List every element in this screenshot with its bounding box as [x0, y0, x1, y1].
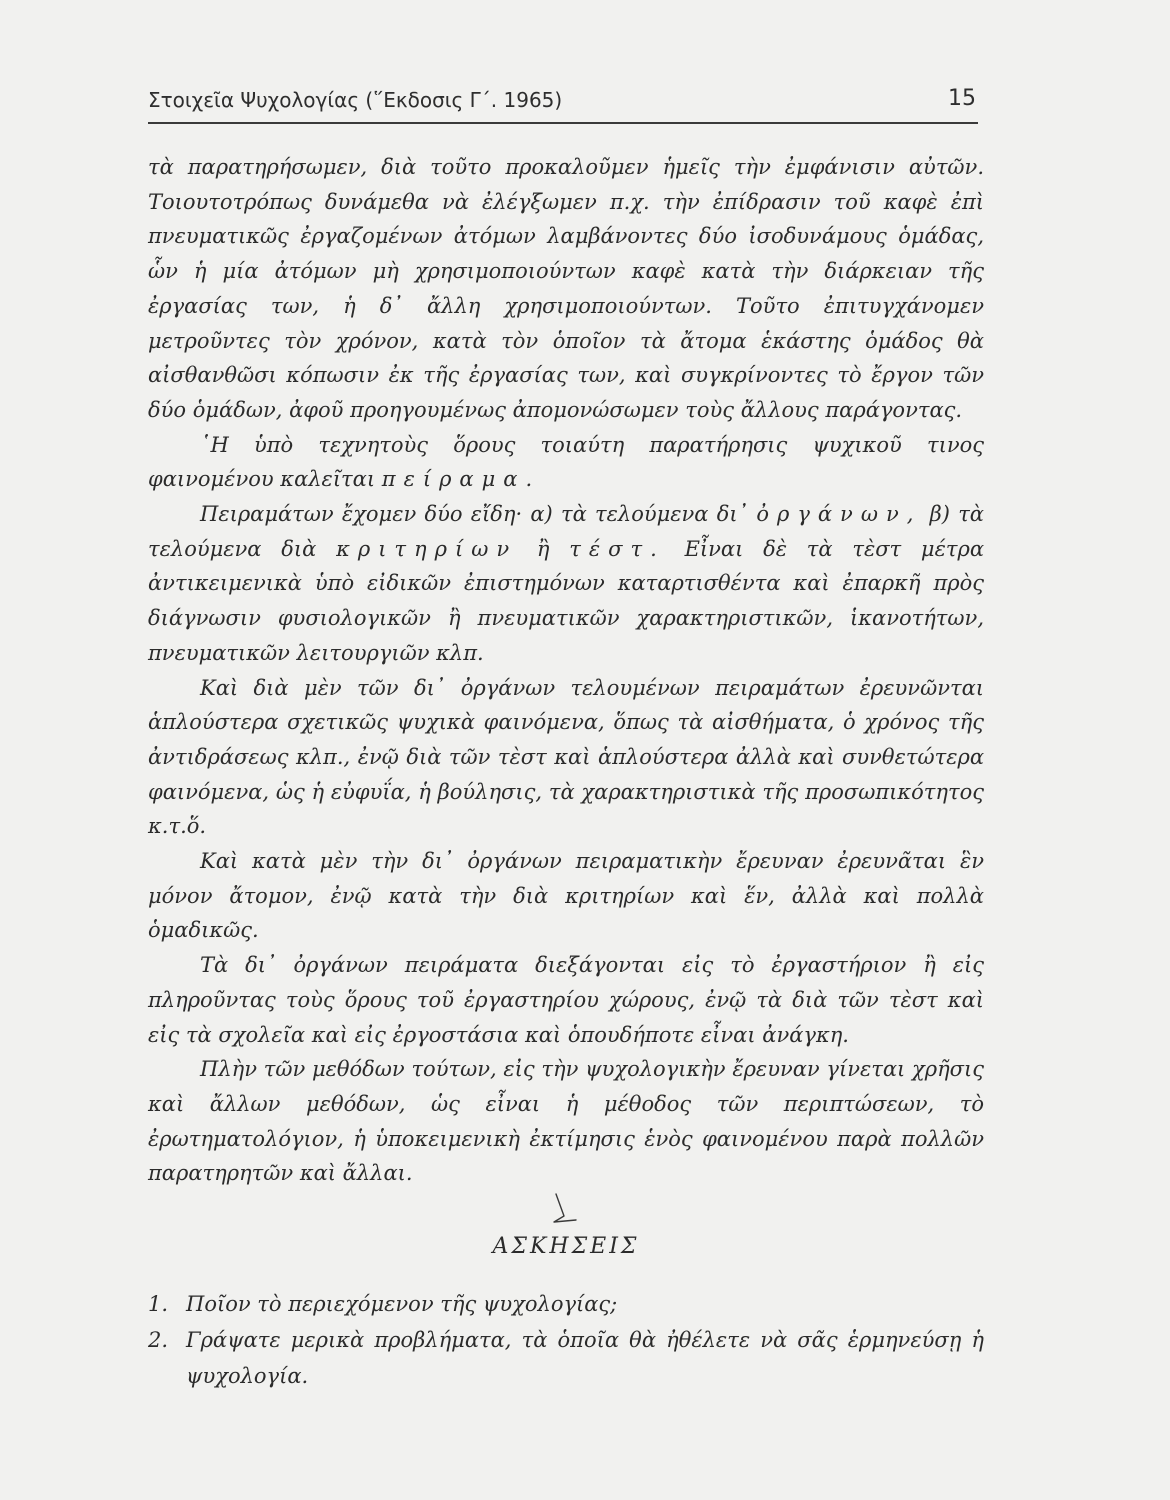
exercise-text: Ποῖον τὸ περιεχόμενον τῆς ψυχολογίας;	[186, 1292, 618, 1316]
exercise-item	[148, 1286, 984, 1322]
term-instruments: ὀργάνων,	[756, 502, 922, 527]
paragraph-3-part-d: Εἶναι δὲ τὰ τὲστ μέτρα ἀντικειμενικὰ ὑπὸ εἰδικῶν ἐπιστημόνων καταρτισθέντα καὶ ἐπαρκῆ πρὸς διάγνωσιν φυσιολογικῶν ἢ πνευματικῶν χαρακτηριστικῶν, ἱκανοτήτων, πνευματικῶν λειτουργιῶν κλπ.	[148, 536, 984, 665]
paragraph-3-part-a: Πειραμάτων ἔχομεν δύο εἴδη· α) τὰ τελούμενα δι᾽	[200, 502, 749, 527]
paragraph-3	[148, 497, 984, 671]
page-number: 15	[948, 86, 976, 111]
exercise-item	[148, 1322, 984, 1394]
paragraph-2	[148, 428, 984, 497]
term-test: τέστ.	[569, 536, 665, 561]
exercise-number: 2.	[148, 1328, 169, 1352]
term-experiment: πείραμα.	[381, 467, 541, 492]
paragraph-1: τὰ παρατηρήσωμεν, διὰ τοῦτο προκαλοῦμεν ἡμεῖς τὴν ἐμφάνισιν αὐτῶν. Τοιουτοτρόπως δυνάμεθα νὰ ἐλέγξωμεν π.χ. τὴν ἐπίδρασιν τοῦ καφὲ ἐπὶ πνευματικῶς ἐργαζομένων ἀτόμων λαμβάνοντες δύο ἰσοδυνάμους ὁμάδας, ὧν ἡ μία ἀτόμων μὴ χρησιμοποιούντων καφὲ κατὰ τὴν διάρκειαν τῆς ἐργασίας των, ἡ δ᾽ ἄλλη χρησιμοποιούντων. Τοῦτο ἐπιτυγχάνομεν μετροῦντες τὸν χρόνον, κατὰ τὸν ὁποῖον τὰ ἄτομα ἑκάστης ὁμάδος θὰ αἰσθανθῶσι κόπωσιν ἐκ τῆς ἐργασίας των, καὶ συγκρίνοντες τὸ ἔργον τῶν δύο ὁμάδων, ἀφοῦ προηγουμένως ἀπομονώσωμεν τοὺς ἄλλους παράγοντας.	[148, 155, 984, 422]
paragraph-4: Καὶ διὰ μὲν τῶν δι᾽ ὀργάνων τελουμένων πειραμάτων ἐρευνῶνται ἁπλούστερα σχετικῶς ψυχικὰ φαινόμενα, ὅπως τὰ αἰσθήματα, ὁ χρόνος τῆς ἀντιδράσεως κλπ., ἐνῷ διὰ τῶν τὲστ καὶ ἁπλούστερα ἀλλὰ καὶ συνθετώτερα φαινόμενα, ὡς ἡ εὐφυΐα, ἡ βούλησις, τὰ χαρακτηριστικὰ τῆς προσωπικότητος κ.τ.ὅ.	[148, 675, 984, 839]
paragraph-3-part-b: β) τὰ τελούμενα διὰ	[148, 502, 984, 561]
exercises-list	[148, 1286, 984, 1394]
pen-mark-icon	[550, 1192, 580, 1226]
header-rule	[148, 122, 978, 124]
body-text	[148, 150, 984, 1191]
paragraph-7: Πλὴν τῶν μεθόδων τούτων, εἰς τὴν ψυχολογικὴν ἔρευναν γίνεται χρῆσις καὶ ἄλλων μεθόδων, ὡς εἶναι ἡ μέθοδος τῶν περιπτώσεων, τὸ ἐρωτηματολόγιον, ἡ ὑποκειμενικὴ ἐκτίμησις ἑνὸς φαινομένου παρὰ πολλῶν παρατηρητῶν καὶ ἄλλαι.	[148, 1057, 984, 1186]
exercise-number: 1.	[148, 1292, 169, 1316]
paragraph-2-text: ῾Η ὑπὸ τεχνητοὺς ὅρους τοιαύτη παρατήρησις ψυχικοῦ τινος φαινομένου καλεῖται	[148, 432, 984, 492]
exercises-heading: ΑΣΚΗΣΕΙΣ	[492, 1234, 640, 1259]
exercise-text: Γράψατε μερικὰ προβλήματα, τὰ ὁποῖα θὰ ἠθέλετε νὰ σᾶς ἑρμηνεύσῃ ἡ ψυχολογία.	[186, 1328, 984, 1388]
term-criteria: κριτηρίων	[336, 536, 518, 561]
paragraph-3-part-c: ἢ	[536, 536, 550, 561]
paragraph-5: Καὶ κατὰ μὲν τὴν δι᾽ ὀργάνων πειραματικὴν ἔρευναν ἐρευνᾶται ἓν μόνον ἄτομον, ἐνῷ κατὰ τὴν διὰ κριτηρίων καὶ ἕν, ἀλλὰ καὶ πολλὰ ὁμαδικῶς.	[148, 849, 984, 943]
running-head-title: Στοιχεῖα Ψυχολογίας (῞Εκδοσις Γ΄. 1965)	[148, 88, 563, 112]
paragraph-6: Τὰ δι᾽ ὀργάνων πειράματα διεξάγονται εἰς τὸ ἐργαστήριον ἢ εἰς πληροῦντας τοὺς ὅρους τοῦ ἐργαστηρίου χώρους, ἐνῷ τὰ διὰ τῶν τὲστ καὶ εἰς τὰ σχολεῖα καὶ εἰς ἐργοστάσια καὶ ὁπουδήποτε εἶναι ἀνάγκη.	[148, 953, 984, 1047]
running-head	[148, 86, 978, 118]
